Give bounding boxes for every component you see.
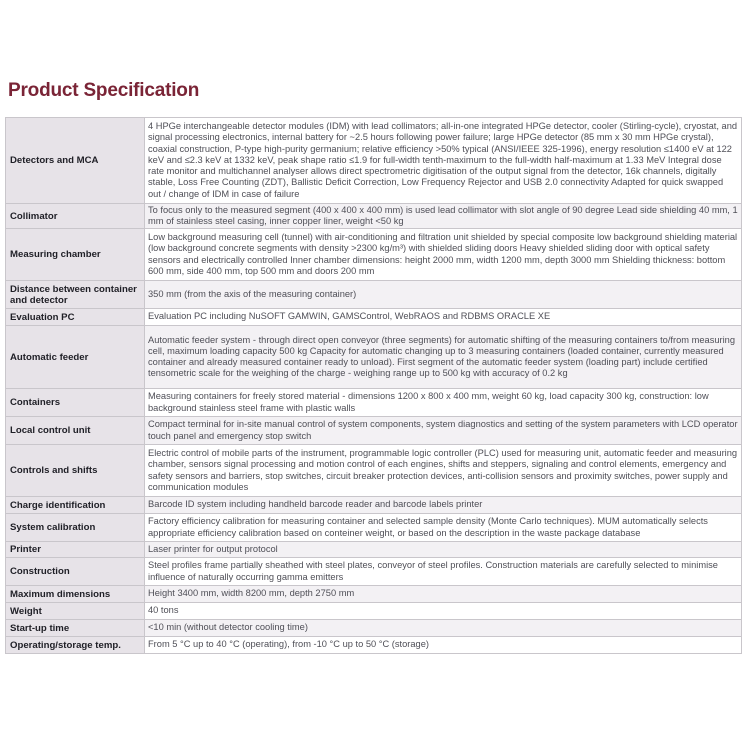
row-value: Automatic feeder system - through direct open conveyor (three segments) for automatic shifting of the measuring containers to/from measuring cell, maximum loading capacity 500 kg Capacity for automatic changing up to 3 measuring containers (loaded container, currently measured container and already measured container ready to unload). First segment of the automatic feeder system (loading part) include certified tensometric scale for the weighing of the charge - weighing range up to 500 kg with accuracy of 0.2 kg — [145, 326, 742, 389]
row-value: Steel profiles frame partially sheathed with steel plates, conveyor of steel profiles. Construction materials are carefully selected to minimise influence of naturally occurring gamma emitters — [145, 558, 742, 586]
row-value: Factory efficiency calibration for measuring container and selected sample density (Monte Carlo techniques). MUM automatically selects appropriate efficiency calibration based on conteiner weight, or based on the description in the waste package database — [145, 514, 742, 542]
row-value: To focus only to the measured segment (400 x 400 x 400 mm) is used lead collimator with slot angle of 90 degree Lead side shielding 40 mm, 1 mm of stainless steel casing, inner copper liner, weight <50 kg — [145, 204, 742, 229]
table-row — [6, 542, 742, 558]
row-label: Maximum dimensions — [6, 586, 145, 603]
table-row — [6, 637, 742, 654]
row-value: Compact terminal for in-site manual control of system components, system diagnostics and setting of the system parameters with LCD operator touch panel and emergency stop switch — [145, 417, 742, 445]
row-label: Controls and shifts — [6, 445, 145, 497]
row-label: Measuring chamber — [6, 229, 145, 281]
row-label: Local control unit — [6, 417, 145, 445]
row-label: Distance between container and detector — [6, 281, 145, 309]
row-label: Containers — [6, 389, 145, 417]
row-label: Start-up time — [6, 620, 145, 637]
spec-table — [5, 117, 742, 654]
table-row — [6, 603, 742, 620]
row-value: <10 min (without detector cooling time) — [145, 620, 742, 637]
row-label: Printer — [6, 542, 145, 558]
row-label: System calibration — [6, 514, 145, 542]
table-row — [6, 118, 742, 204]
row-label: Operating/storage temp. — [6, 637, 145, 654]
table-row — [6, 281, 742, 309]
row-value: Barcode ID system including handheld barcode reader and barcode labels printer — [145, 497, 742, 514]
row-value: From 5 °C up to 40 °C (operating), from -10 °C up to 50 °C (storage) — [145, 637, 742, 654]
table-row — [6, 326, 742, 389]
row-value: Laser printer for output protocol — [145, 542, 742, 558]
row-value: 4 HPGe interchangeable detector modules (IDM) with lead collimators; all-in-one integrated HPGe detector, cooler (Stirling-cycle), cryostat, and signal processing electronics, internal battery for ~2.5 hours following power failure; large HPGe detector (85 mm x 30 mm HPGe crystal), coaxial construction, P-type high-purity germanium; relative efficiency >50% typical (ANSI/IEEE 325-1996), energy resolution ≤1400 eV at 122 keV and ≤2.3 keV at 1332 keV, peak shape ratio ≤1.9 for full-width tenth-maximum to the full-width half-maximum at 1.33 MeV Integral dose rate monitor and multichannel analyser allows direct spectrometric digitisation of the output signal from the detector, 16k channels, digitally stable, Loss Free Counting (ZDT), Ballistic Deficit Correction, Low Frequency Rejector and USB 2.0 connectivity Adapted for quick swapped out / change of IDM in case of failure — [145, 118, 742, 204]
row-label: Charge identification — [6, 497, 145, 514]
row-value: Measuring containers for freely stored material - dimensions 1200 x 800 x 400 mm, weight 60 kg, load capacity 300 kg, construction: low background stainless steel frame with plastic walls — [145, 389, 742, 417]
table-row — [6, 497, 742, 514]
row-label: Evaluation PC — [6, 309, 145, 326]
table-row — [6, 389, 742, 417]
table-row — [6, 514, 742, 542]
table-row — [6, 309, 742, 326]
row-label: Automatic feeder — [6, 326, 145, 389]
row-value: 350 mm (from the axis of the measuring container) — [145, 281, 742, 309]
table-row — [6, 586, 742, 603]
table-row — [6, 445, 742, 497]
table-row — [6, 620, 742, 637]
row-value: Height 3400 mm, width 8200 mm, depth 2750 mm — [145, 586, 742, 603]
page-title: Product Specification — [8, 80, 200, 101]
row-value: Evaluation PC including NuSOFT GAMWIN, GAMSControl, WebRAOS and RDBMS ORACLE XE — [145, 309, 742, 326]
row-label: Weight — [6, 603, 145, 620]
row-value: 40 tons — [145, 603, 742, 620]
table-row — [6, 204, 742, 229]
row-label: Construction — [6, 558, 145, 586]
row-value: Low background measuring cell (tunnel) with air-conditioning and filtration unit shielded by special composite low background shielding material (low background concrete segments with density >2300 kg/m³) with shielded sliding doors Heavy shielded sliding door with optical safety sensors and electrically controlled Inner chamber dimensions: height 2000 mm, width 1200 mm, depth 3000 mm Shielding thickness: bottom 600 mm, side 400 mm, top 500 mm and doors 200 mm — [145, 229, 742, 281]
row-label: Collimator — [6, 204, 145, 229]
row-label: Detectors and MCA — [6, 118, 145, 204]
table-row — [6, 417, 742, 445]
row-value: Electric control of mobile parts of the instrument, programmable logic controller (PLC) used for measuring unit, automatic feeder and measuring chamber, sensors signal processing and motion control of each engines, shifts and steppers, signaling and control elements, emergency and safety sensors and barriers, stop switches, circuit breaker protection devices, anti-collision sensors and proximity switches, power supply and communication modules — [145, 445, 742, 497]
table-row — [6, 229, 742, 281]
table-row — [6, 558, 742, 586]
